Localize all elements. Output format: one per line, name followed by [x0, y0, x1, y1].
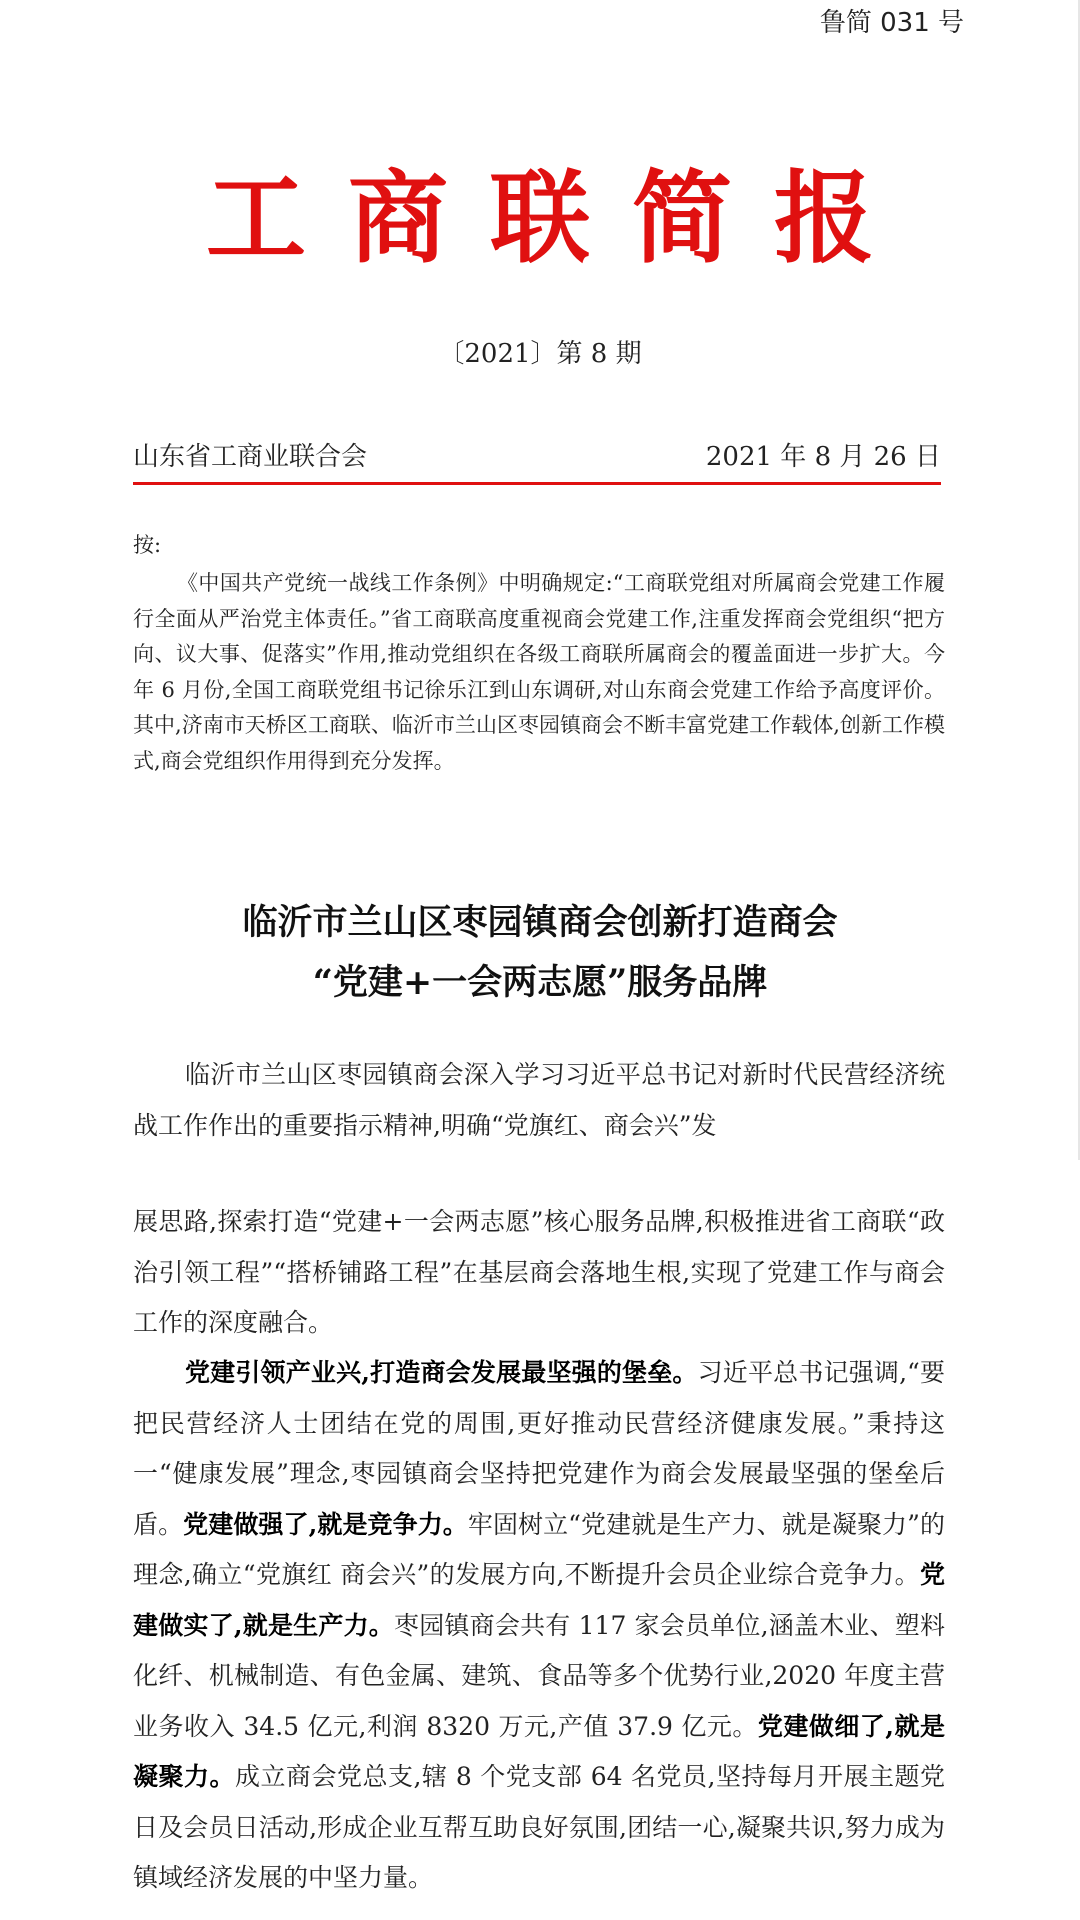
issue-date: 2021 年 8 月 26 日 — [705, 442, 941, 472]
issue-number: 〔2021〕第 8 期 — [438, 339, 642, 369]
bold-heading-1: 党建引领产业兴,打造商会发展最坚强的堡垒。 — [185, 1358, 698, 1387]
bold-heading-2: 党建做强了,就是竞争力。 — [183, 1509, 468, 1539]
paragraph-text-2: 牢固树立“党建就是生产力、就是凝聚力”的理念,确立“党旗红 商会兴”的发展方向,不断提升会员企业综合竞争力。 — [133, 1509, 945, 1589]
red-divider-rule — [133, 482, 941, 485]
document-number: 鲁简 031 号 — [819, 8, 964, 38]
article-title — [0, 893, 1080, 1013]
article-paragraph-2: 展思路,探索打造“党建+一会两志愿”核心服务品牌,积极推进省工商联“政治引领工程”“搭桥铺路工程”在基层商会落地生根,实现了党建工作与商会工作的深度融合。 — [133, 1207, 945, 1337]
article-title-line-1: 临沂市兰山区枣园镇商会创新打造商会 — [242, 902, 838, 943]
article-title-line-2: “党建+一会两志愿”服务品牌 — [312, 962, 768, 1003]
masthead-title: 工商联简报 — [206, 160, 916, 277]
article-paragraph-1: 临沂市兰山区枣园镇商会深入学习习近平总书记对新时代民营经济统战工作作出的重要指示精神,明确“党旗红、商会兴”发 — [133, 1060, 945, 1140]
editor-note — [133, 530, 945, 779]
paragraph-text-1: 习近平总书记强调,“要把民营经济人士团结在党的周围,更好推动民营经济健康发展。”秉持这一“健康发展”理念,枣园镇商会坚持把党建作为商会发展最坚强的堡垒后盾。 — [133, 1358, 945, 1539]
bold-heading-4: 党建做细了,就是凝聚力。 — [133, 1711, 945, 1791]
article-paragraph-3 — [133, 1348, 945, 1904]
issuer-organization: 山东省工商业联合会 — [133, 442, 368, 472]
editor-note-body: 《中国共产党统一战线工作条例》中明确规定:“工商联党组对所属商会党建工作履行全面从严治党主体责任。”省工商联高度重视商会党建工作,注重发挥商会党组织“把方向、议大事、促落实”作用,推动党组织在各级工商联所属商会的覆盖面进一步扩大。今年 6 月份,全国工商联党组书记徐乐江到山东调研,对山东商会党建工作给予高度评价。其中,济南市天桥区工商联、临沂市兰山区枣园镇商会不断丰富党建工作载体,创新工作模式,商会党组织作用得到充分发挥。 — [133, 571, 945, 773]
bold-heading-3: 党建做实了,就是生产力。 — [133, 1560, 945, 1640]
paragraph-text-3: 枣园镇商会共有 117 家会员单位,涵盖木业、塑料化纤、机械制造、有色金属、建筑、食品等多个优势行业,2020 年度主营业务收入 34.5 亿元,利润 8320 万元,产值 37.9 亿元。 — [133, 1610, 945, 1741]
editor-note-label: 按: — [133, 533, 162, 557]
paragraph-text-4: 成立商会党总支,辖 8 个党支部 64 名党员,坚持每月开展主题党日及会员日活动,形成企业互帮互助良好氛围,团结一心,凝聚共识,努力成为镇域经济发展的中坚力量。 — [133, 1762, 945, 1892]
